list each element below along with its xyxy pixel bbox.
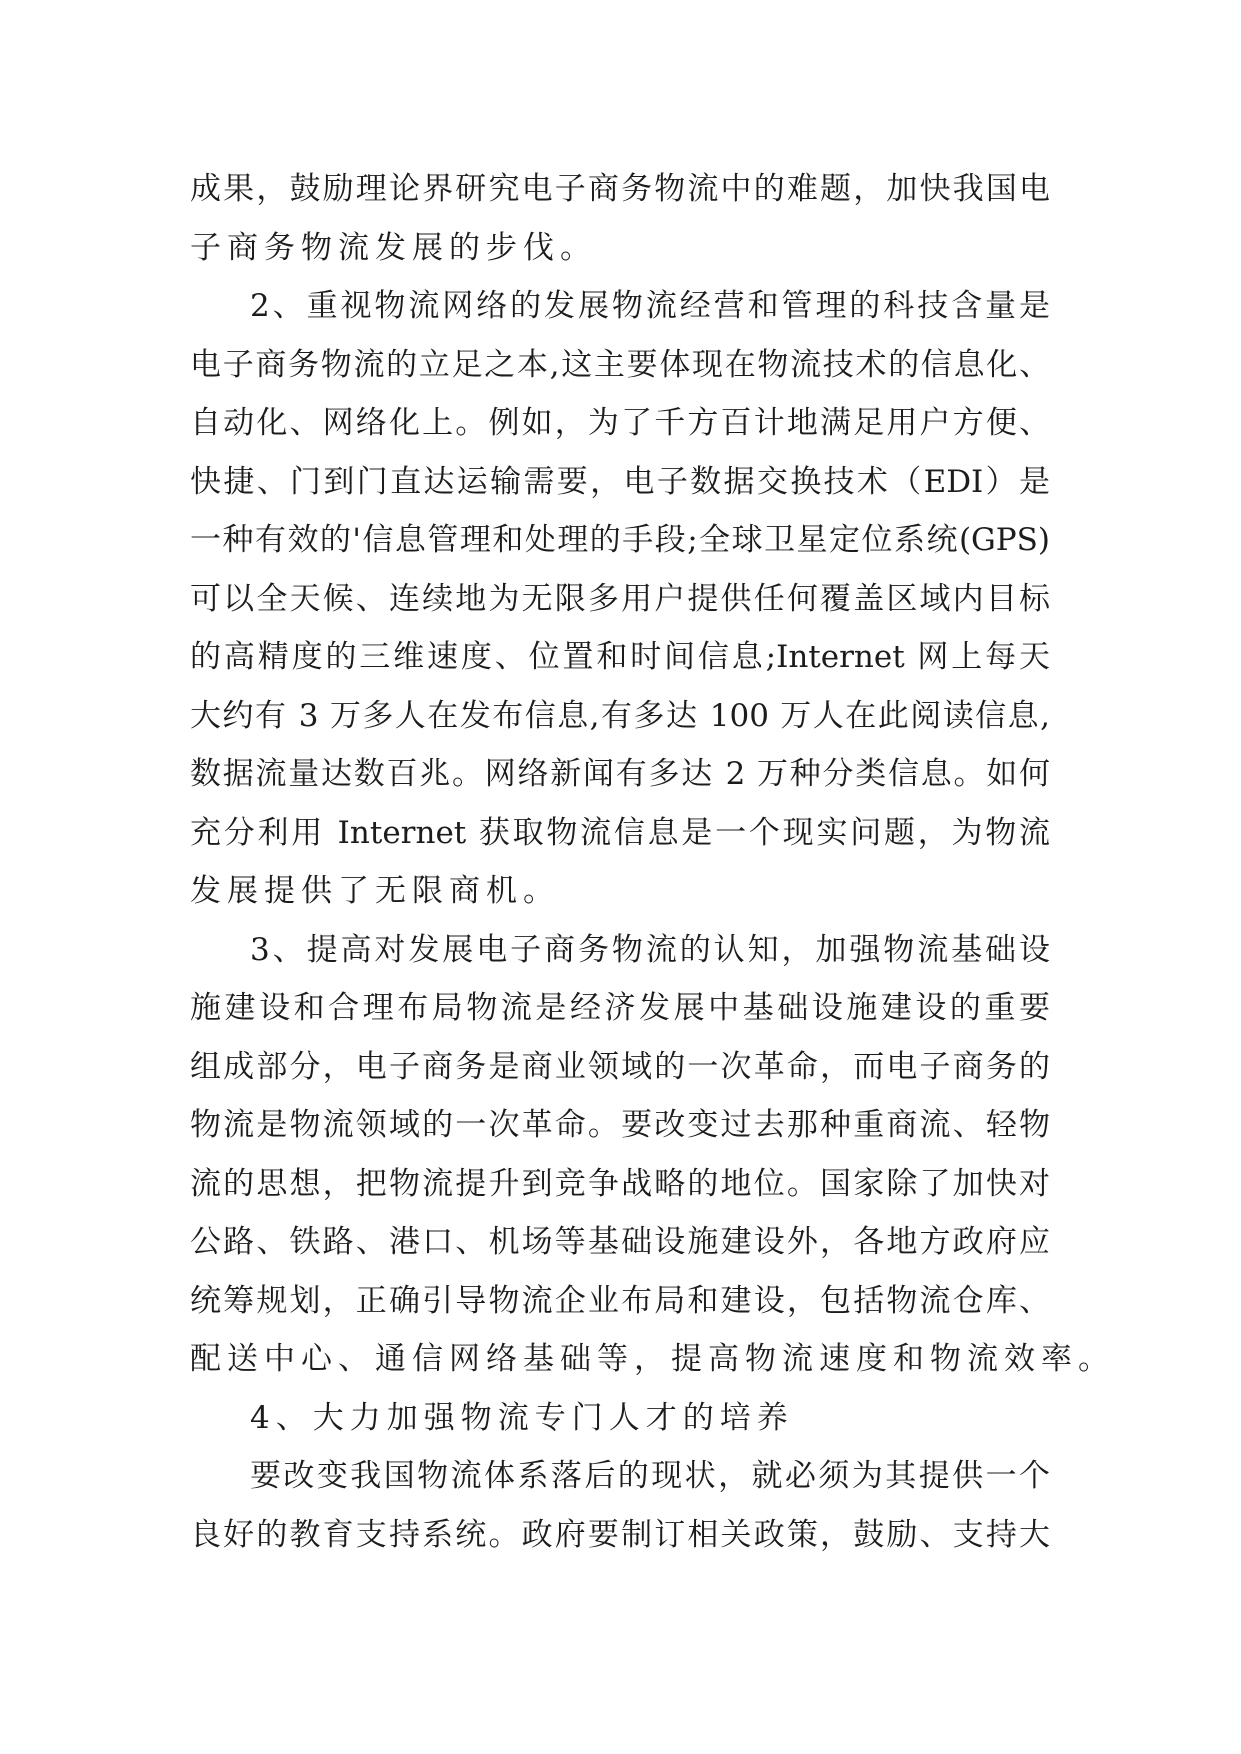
text-line: 要改变我国物流体系落后的现状，就必须为其提供一个 — [250, 1458, 1050, 1494]
text-line: 可以全天候、连续地为无限多用户提供任何覆盖区域内目标 — [190, 580, 1050, 617]
body-text — [190, 160, 1115, 1564]
text-line: 统筹规划，正确引导物流企业布局和建设，包括物流仓库、 — [190, 1282, 1050, 1319]
text-line: 快捷、门到门直达运输需要，电子数据交换技术（EDI）是 — [190, 463, 1050, 500]
text-line: 配送中心、通信网络基础等，提高物流速度和物流效率。 — [190, 1341, 1115, 1377]
text-line: 2、重视物流网络的发展物流经营和管理的科技含量是 — [250, 288, 1050, 324]
text-line: 施建设和合理布局物流是经济发展中基础设施建设的重要 — [190, 990, 1050, 1026]
text-line: 电子商务物流的立足之本,这主要体现在物流技术的信息化、 — [190, 346, 1050, 383]
text-line: 的高精度的三维速度、位置和时间信息;Internet 网上每天 — [190, 639, 1050, 675]
text-line: 4、大力加强物流专门人才的培养 — [250, 1399, 794, 1436]
text-line: 3、提高对发展电子商务物流的认知，加强物流基础设 — [250, 931, 1050, 968]
text-line: 子商务物流发展的步伐。 — [190, 229, 597, 266]
text-line: 良好的教育支持系统。政府要制订相关政策，鼓励、支持大 — [190, 1516, 1050, 1553]
text-line: 公路、铁路、港口、机场等基础设施建设外，各地方政府应 — [190, 1224, 1050, 1260]
text-line: 数据流量达数百兆。网络新闻有多达 2 万种分类信息。如何 — [190, 756, 1050, 792]
text-line: 组成部分，电子商务是商业领域的一次革命，而电子商务的 — [190, 1048, 1050, 1085]
text-line: 流的思想，把物流提升到竞争战略的地位。国家除了加快对 — [190, 1165, 1050, 1202]
text-line: 一种有效的'信息管理和处理的手段;全球卫星定位系统(GPS) — [190, 522, 1050, 558]
text-line: 成果，鼓励理论界研究电子商务物流中的难题，加快我国电 — [190, 171, 1050, 207]
text-line: 自动化、网络化上。例如，为了千方百计地满足用户方便、 — [190, 405, 1050, 441]
text-line: 物流是物流领域的一次革命。要改变过去那种重商流、轻物 — [190, 1107, 1050, 1143]
text-line: 充分利用 Internet 获取物流信息是一个现实问题，为物流 — [190, 814, 1050, 851]
text-line: 发展提供了无限商机。 — [190, 873, 560, 909]
text-line: 大约有 3 万多人在发布信息,有多达 100 万人在此阅读信息, — [190, 697, 1050, 734]
